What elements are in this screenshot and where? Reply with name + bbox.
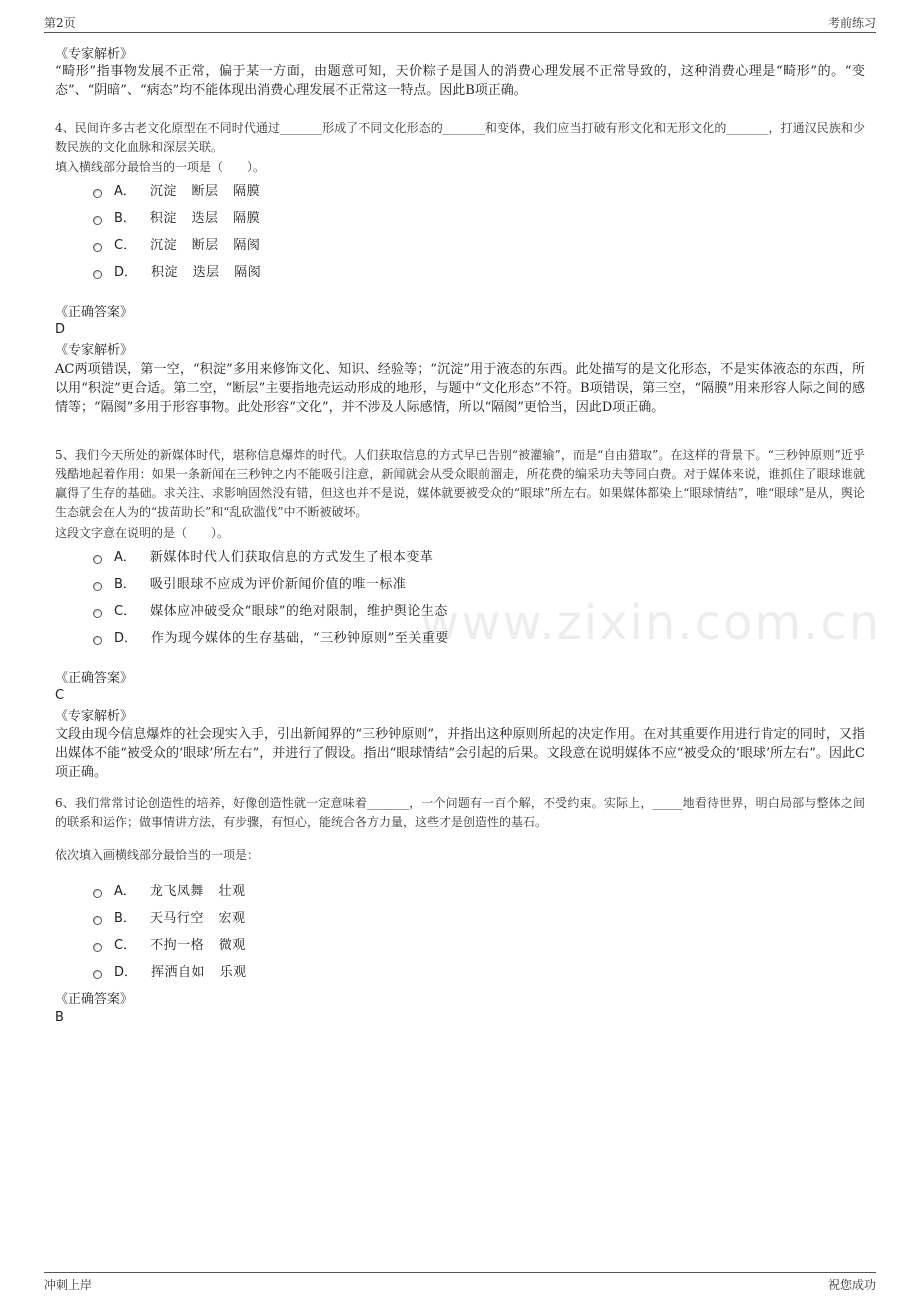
question-6-prompt: 依次填入画横线部分最恰当的一项是：	[55, 848, 260, 862]
page-number: 第2页	[44, 16, 76, 30]
question-5-text: 5、我们今天所处的新媒体时代，堪称信息爆炸的时代。人们获取信息的方式早已告别“被灌输”，而是“自由猎取”。在这样的背景下。“三秒钟原则”近乎残酷地起着作用：如果一条新闻在三秒钟之内不能吸引注意，新闻就会从受众眼前溜走，所花费的编采功夫等同白费。对于媒体来说，谁抓住了眼球谁就赢得了生存的基础。求关注、求影响固然没有错，但这也并不是说，媒体就要被受众的“眼球”所左右。如果媒体都染上“眼球情结”，唯“眼球”是从，舆论生态就会在人为的“拔苗助长”和“乱砍滥伐”中不断被破坏。	[55, 448, 865, 519]
radio-icon[interactable]	[93, 609, 102, 618]
footer-left: 冲刺上岸	[44, 1278, 93, 1292]
radio-icon[interactable]	[93, 216, 102, 225]
radio-icon[interactable]	[93, 916, 102, 925]
question-4-text: 4、民间许多古老文化原型在不同时代通过_______形成了不同文化形态的_______和变体，我们应当打破有形文化和无形文化的_______，打通汉民族和少数民族的文化血脉和深层关联。	[55, 121, 865, 154]
header-title: 考前练习	[827, 16, 876, 30]
question-5-option-d[interactable]: D． 作为现今媒体的生存基础，“三秒钟原则”至关重要	[93, 623, 793, 650]
question-6-text: 6、我们常常讨论创造性的培养，好像创造性就一定意味着_______，一个问题有一百个解，不受约束。实际上，_____地看待世界，明白局部与整体之间的联系和运作；做事情讲方法，有步骤，有恒心，能统合各方力量，这些才是创造性的基石。	[55, 796, 865, 829]
radio-icon[interactable]	[93, 970, 102, 979]
analysis-label: 《专家解析》	[55, 47, 134, 62]
radio-icon[interactable]	[93, 189, 102, 198]
radio-icon[interactable]	[93, 943, 102, 952]
question-6-option-c[interactable]: C． 不拘一格 微观	[93, 930, 793, 957]
question-4-analysis: AC两项错误，第一空，“积淀”多用来修饰文化、知识、经验等；“沉淀”用于液态的东西。此处描写的是文化形态，不是实体液态的东西，所以用“积淀”更合适。第二空，“断层”主要指地壳运动形成的地形，与题中“文化形态”不符。B项错误，第三空，“隔膜”用来形容人际之间的感情等；“隔阂”多用于形容事物。此处形容“文化”，并不涉及人际感情，所以“隔阂”更恰当，因此D项正确。	[55, 362, 865, 415]
question-4-option-c[interactable]: C． 沉淀 断层 隔阂	[93, 230, 793, 257]
question-5-prompt: 这段文字意在说明的是（ ）。	[55, 526, 230, 540]
question-6-option-d[interactable]: D． 挥洒自如 乐观	[93, 957, 793, 984]
analysis-text: “畸形”指事物发展不正常，偏于某一方面，由题意可知，天价粽子是国人的消费心理发展不正常导致的，这种消费心理是“畸形”的。“变态”、“阴暗”、“病态”均不能体现出消费心理发展不正常这一特点。因此B项正确。	[55, 64, 865, 98]
question-5-analysis-label: 《专家解析》	[55, 709, 134, 724]
radio-icon[interactable]	[93, 270, 102, 279]
radio-icon[interactable]	[93, 889, 102, 898]
radio-icon[interactable]	[93, 636, 102, 645]
question-5-options	[93, 542, 793, 650]
radio-icon[interactable]	[93, 555, 102, 564]
question-5-analysis: 文段由现今信息爆炸的社会现实入手，引出新闻界的“三秒钟原则”，并指出这种原则所起的决定作用。在对其重要作用进行肯定的同时，又指出媒体不能“被受众的‘眼球’所左右”，并进行了假设。指出“眼球情结”会引起的后果。文段意在说明媒体不应“被受众的‘眼球’所左右”。因此C项正确。	[55, 727, 865, 780]
question-4-option-a[interactable]: A． 沉淀 断层 隔膜	[93, 176, 793, 203]
question-4-option-b[interactable]: B． 积淀 迭层 隔膜	[93, 203, 793, 230]
question-6-options	[93, 876, 793, 984]
question-6-option-a[interactable]: A． 龙飞凤舞 壮观	[93, 876, 793, 903]
radio-icon[interactable]	[93, 582, 102, 591]
question-5-option-b[interactable]: B． 吸引眼球不应成为评价新闻价值的唯一标准	[93, 569, 793, 596]
question-6-answer-label: 《正确答案》	[55, 992, 134, 1007]
question-4-analysis-label: 《专家解析》	[55, 343, 134, 358]
question-5-option-a[interactable]: A． 新媒体时代人们获取信息的方式发生了根本变革	[93, 542, 793, 569]
page-header	[44, 14, 876, 33]
question-5-answer: C	[55, 688, 65, 703]
question-6-answer: B	[55, 1010, 64, 1025]
question-4-option-d[interactable]: D． 积淀 迭层 隔阂	[93, 257, 793, 284]
question-4-options	[93, 176, 793, 284]
question-4-answer: D	[55, 322, 66, 337]
question-6-option-b[interactable]: B． 天马行空 宏观	[93, 903, 793, 930]
question-5-option-c[interactable]: C． 媒体应冲破受众“眼球”的绝对限制，维护舆论生态	[93, 596, 793, 623]
question-4-prompt: 填入横线部分最恰当的一项是（ ）。	[55, 160, 266, 174]
page-footer	[44, 1272, 876, 1292]
question-5-answer-label: 《正确答案》	[55, 671, 134, 686]
watermark: www.zixin.com.cn	[420, 595, 882, 651]
radio-icon[interactable]	[93, 243, 102, 252]
question-4-answer-label: 《正确答案》	[55, 305, 134, 320]
footer-right: 祝您成功	[827, 1278, 876, 1292]
